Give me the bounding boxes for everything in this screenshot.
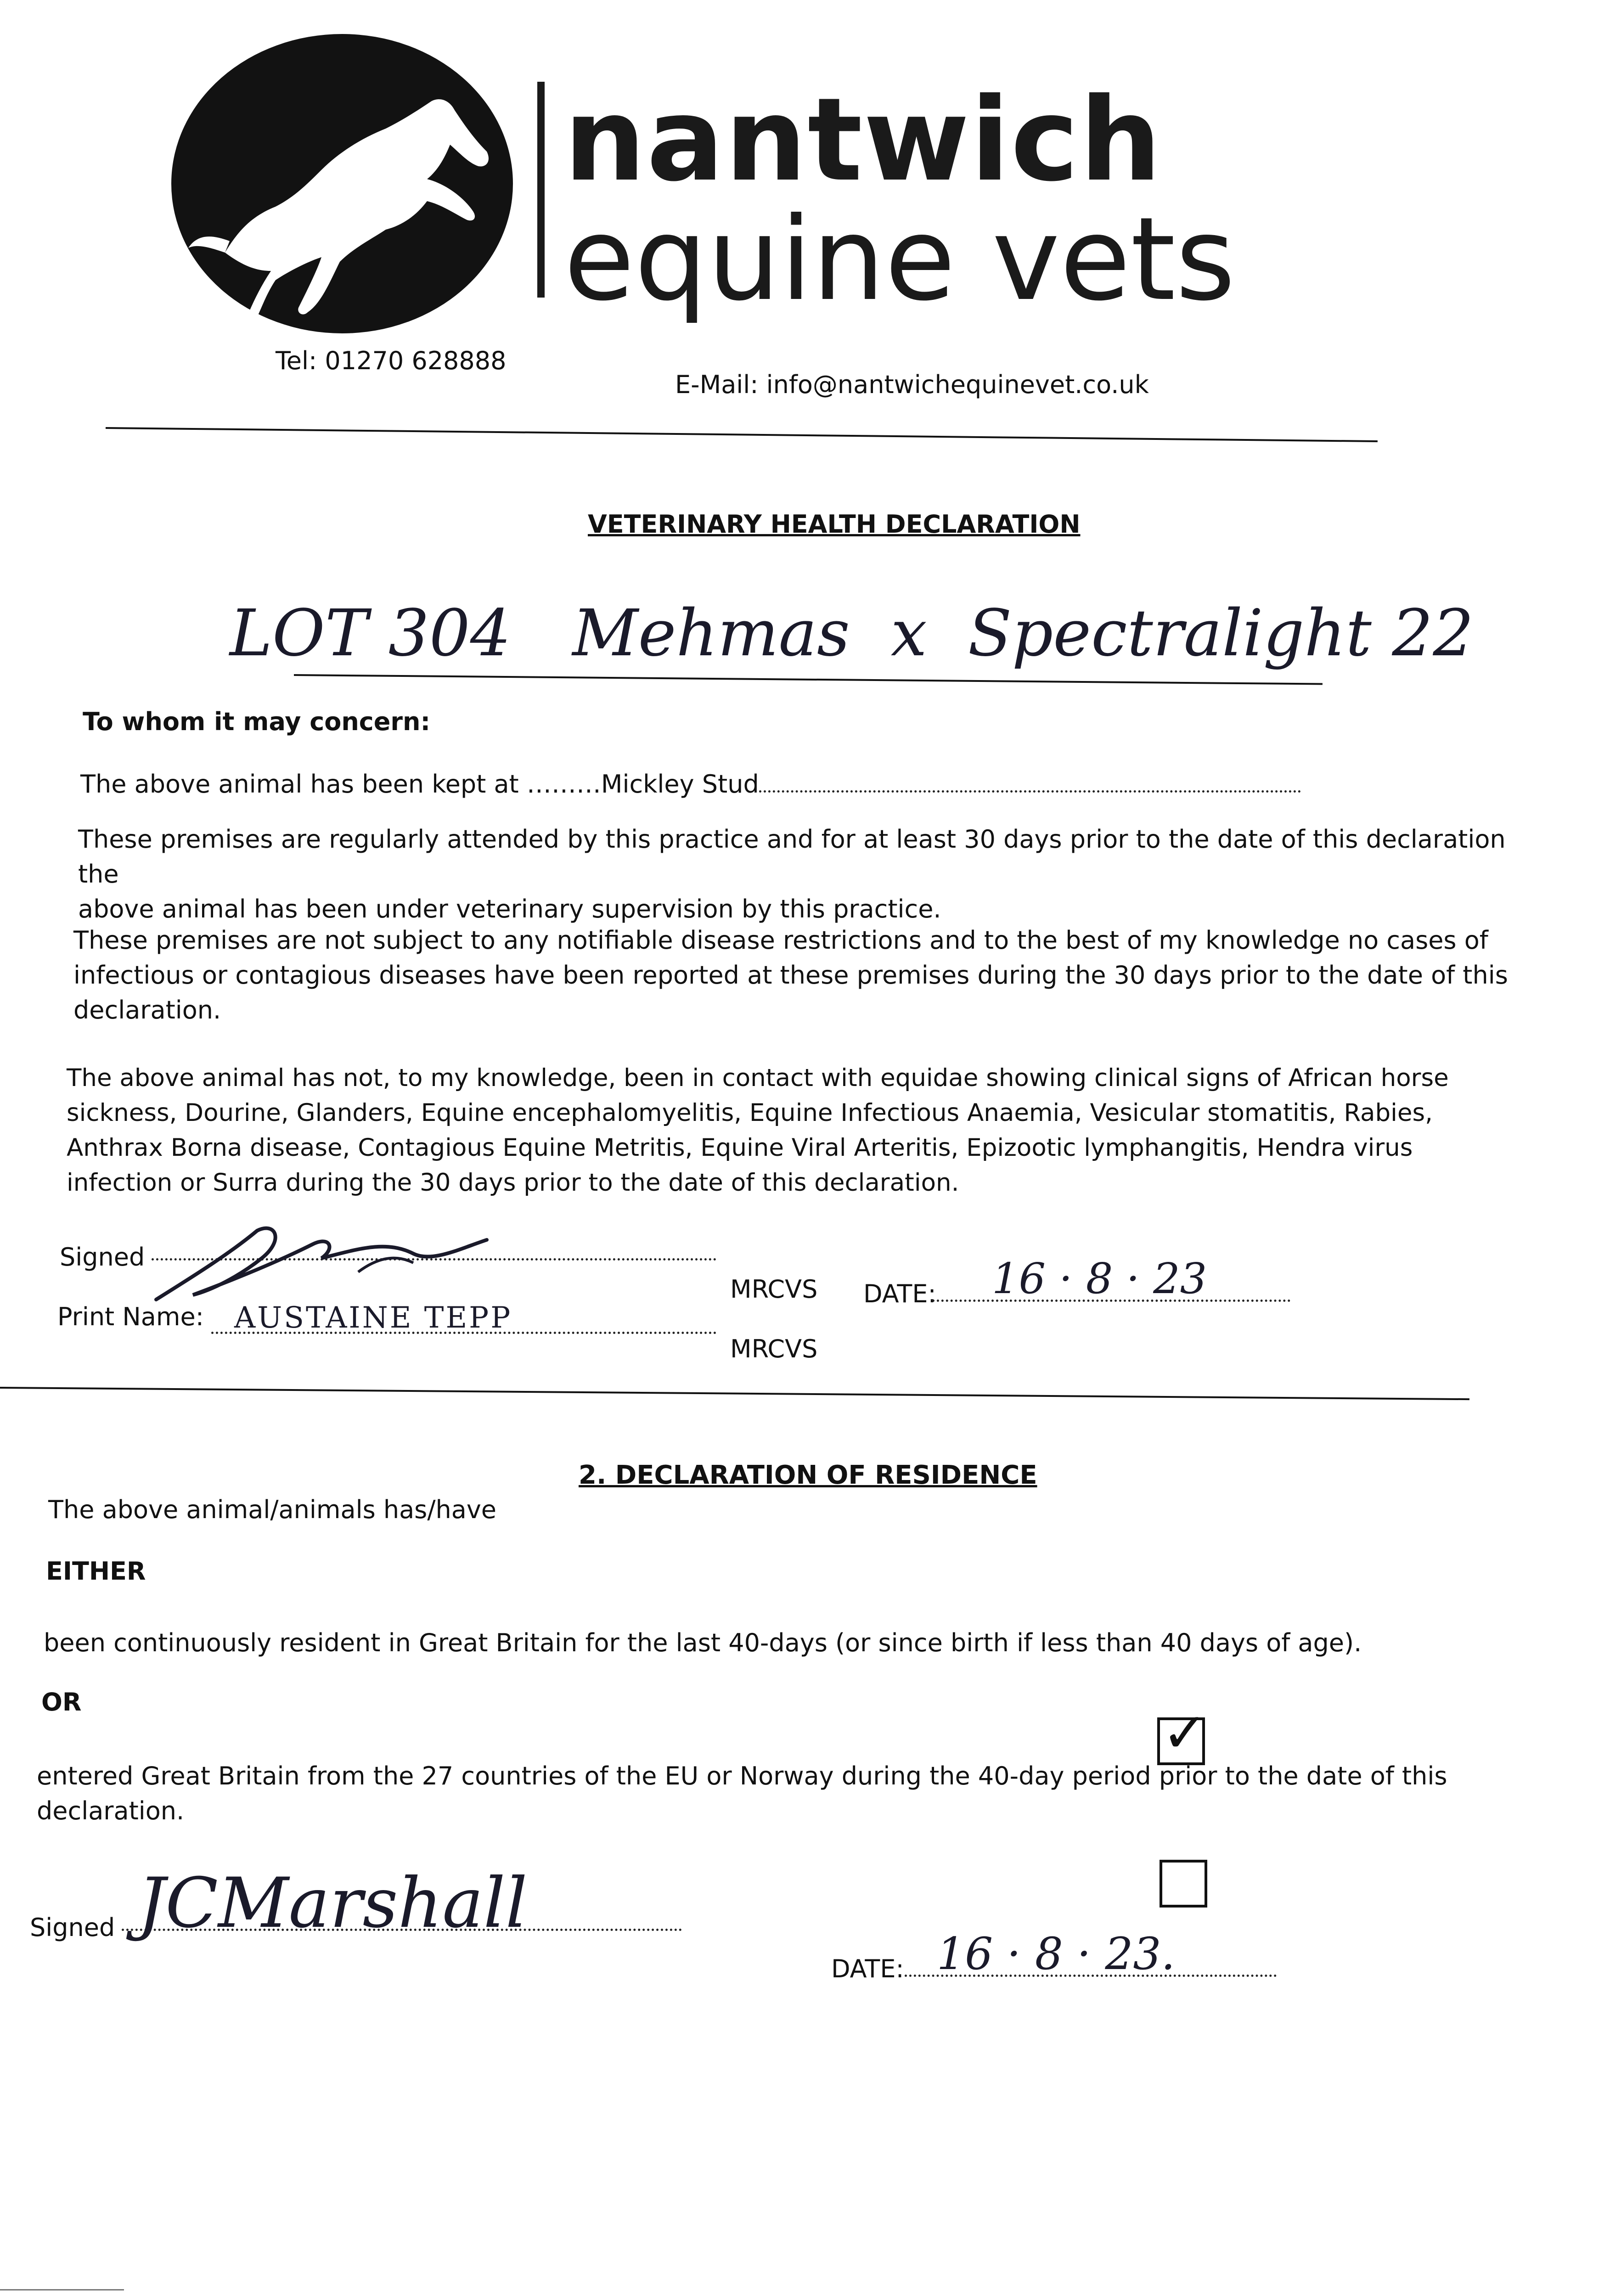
footer-mark bbox=[0, 2289, 124, 2290]
logo bbox=[170, 32, 1263, 335]
health-date-label: DATE: bbox=[863, 1279, 936, 1308]
option1-check-mark: ✓ bbox=[1162, 1701, 1208, 1765]
kept-at-line bbox=[80, 767, 1301, 802]
section-divider bbox=[0, 1387, 1469, 1400]
lot-underline bbox=[294, 674, 1323, 685]
residence-title: 2. DECLARATION OF RESIDENCE bbox=[579, 1460, 1037, 1490]
brand-line1: nantwich bbox=[564, 73, 1162, 207]
health-date-value: 16 · 8 · 23 bbox=[992, 1254, 1207, 1303]
tel: Tel: 01270 628888 bbox=[276, 346, 507, 375]
para3-line3: Anthrax Borna disease, Contagious Equine Metritis, Equine Viral Arteritis, Epizootic lymphangitis, Hendra virus bbox=[67, 1134, 1413, 1162]
para3 bbox=[67, 1061, 1554, 1200]
kept-at-dots bbox=[759, 790, 1301, 793]
para1 bbox=[78, 822, 1548, 927]
lot-handwritten: LOT 304 Mehmas x Spectralight 22 bbox=[230, 596, 1474, 671]
header-rule bbox=[106, 427, 1378, 442]
para2-line3: declaration. bbox=[73, 996, 221, 1024]
mrcvs-1: MRCVS bbox=[730, 1275, 818, 1304]
para2 bbox=[73, 923, 1543, 1028]
vet-signature bbox=[138, 1212, 505, 1309]
kept-at-label: The above animal has been kept at ……… bbox=[80, 770, 601, 799]
to-whom: To whom it may concern: bbox=[83, 707, 431, 736]
para3-line2: sickness, Dourine, Glanders, Equine encephalomyelitis, Equine Infectious Anaemia, Vesicular stomatitis, Rabies, bbox=[67, 1099, 1433, 1127]
print-name-label: Print Name: bbox=[57, 1302, 204, 1331]
residence-date-label: DATE: bbox=[831, 1954, 904, 1983]
brand-line2: equine vets bbox=[564, 192, 1236, 326]
para2-line2: infectious or contagious diseases have been reported at these premises during the 30 days prior to the date of this bbox=[73, 961, 1508, 990]
para3-line4: infection or Surra during the 30 days prior to the date of this declaration. bbox=[67, 1169, 959, 1197]
residence-signed-label: Signed bbox=[30, 1913, 115, 1942]
para3-line1: The above animal has not, to my knowledge, been in contact with equidae showing clinical signs of African horse bbox=[67, 1064, 1449, 1092]
option2-text bbox=[37, 1759, 1552, 1829]
para1-line2: above animal has been under veterinary supervision by this practice. bbox=[78, 895, 941, 923]
residence-signature: JCMarshall bbox=[138, 1863, 528, 1943]
health-signed-label: Signed bbox=[60, 1243, 145, 1272]
residence-date-value: 16 · 8 · 23. bbox=[937, 1928, 1175, 1980]
option2-line2: declaration. bbox=[37, 1796, 185, 1825]
residence-intro: The above animal/animals has/have bbox=[48, 1495, 497, 1524]
email: E-Mail: info@nantwichequinevet.co.uk bbox=[675, 370, 1149, 399]
kept-at-value: Mickley Stud bbox=[601, 770, 759, 799]
health-title: VETERINARY HEALTH DECLARATION bbox=[588, 510, 1081, 539]
option2-line1: entered Great Britain from the 27 countries of the EU or Norway during the 40-day period prior to the date of this bbox=[37, 1761, 1447, 1790]
logo-divider bbox=[537, 82, 545, 298]
or-label: OR bbox=[41, 1688, 82, 1716]
either-label: EITHER bbox=[46, 1557, 146, 1586]
para1-line1: These premises are regularly attended by this practice and for at least 30 days prior to the date of this declaration the bbox=[78, 825, 1506, 889]
option2-checkbox[interactable] bbox=[1160, 1860, 1207, 1908]
para2-line1: These premises are not subject to any notifiable disease restrictions and to the best of my knowledge no cases of bbox=[73, 926, 1488, 955]
mrcvs-2: MRCVS bbox=[730, 1334, 818, 1363]
horse-logo-icon bbox=[170, 32, 514, 335]
print-name-value: AUSTAINE TEPP bbox=[234, 1301, 512, 1335]
option1-text: been continuously resident in Great Britain for the last 40-days (or since birth if less than 40 days of age). bbox=[44, 1628, 1362, 1657]
